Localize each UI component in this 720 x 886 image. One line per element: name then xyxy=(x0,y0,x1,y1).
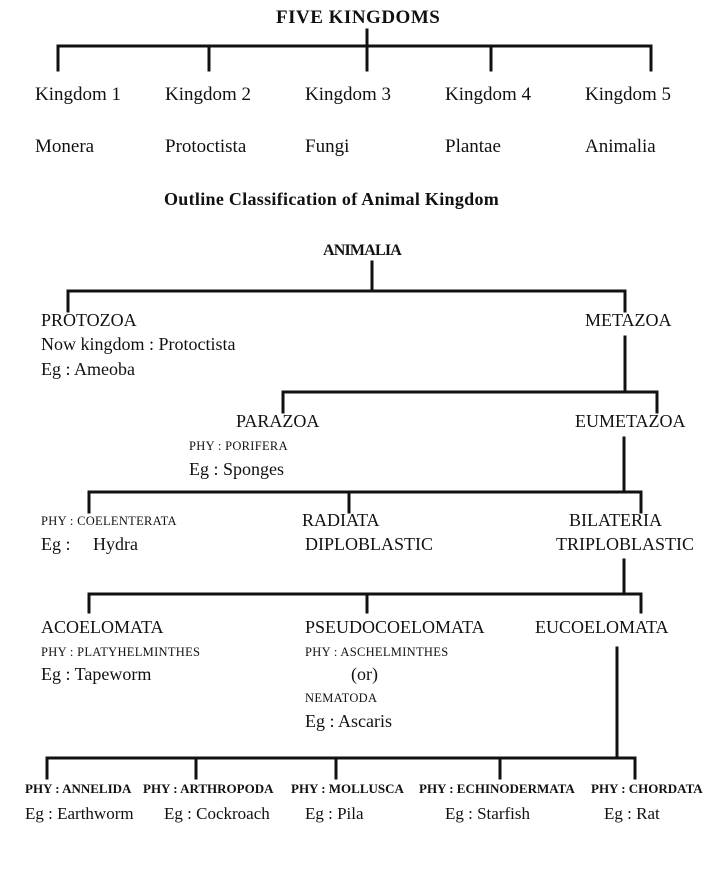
radiata-node: RADIATA xyxy=(302,510,380,530)
chordata-phylum: PHY : CHORDATA xyxy=(591,781,703,796)
pseudocoelomata-example: Eg : Ascaris xyxy=(305,711,392,731)
kingdom-4-name: Plantae xyxy=(445,136,501,157)
arthropoda-example: Eg : Cockroach xyxy=(164,804,270,823)
mollusca-phylum: PHY : MOLLUSCA xyxy=(291,781,404,796)
kingdom-5-name: Animalia xyxy=(585,136,656,157)
coelenterata-example: Eg : Hydra xyxy=(41,534,138,554)
chordata-example: Eg : Rat xyxy=(604,804,660,823)
kingdom-2-label: Kingdom 2 xyxy=(165,84,252,105)
kingdom-5-label: Kingdom 5 xyxy=(585,84,672,105)
animalia-node: ANIMALIA xyxy=(323,242,402,259)
kingdom-3-name: Fungi xyxy=(305,136,350,157)
protozoa-example: Eg : Ameoba xyxy=(41,359,135,379)
bilateria-node: BILATERIA xyxy=(569,510,662,530)
kingdom-1-label: Kingdom 1 xyxy=(35,84,122,105)
pseudocoelomata-alt: NEMATODA xyxy=(305,691,378,705)
outline-title: Outline Classification of Animal Kingdom xyxy=(164,189,500,209)
pseudocoelomata-or: (or) xyxy=(351,664,378,684)
pseudocoelomata-node: PSEUDOCOELOMATA xyxy=(305,617,485,637)
echinodermata-example: Eg : Starfish xyxy=(445,804,530,823)
kingdom-3-label: Kingdom 3 xyxy=(305,84,392,105)
parazoa-node: PARAZOA xyxy=(236,411,320,431)
kingdom-2-name: Protoctista xyxy=(165,136,247,157)
annelida-phylum: PHY : ANNELIDA xyxy=(25,781,132,796)
arthropoda-phylum: PHY : ARTHROPODA xyxy=(143,781,274,796)
acoelomata-phylum: PHY : PLATYHELMINTHES xyxy=(41,645,201,659)
acoelomata-node: ACOELOMATA xyxy=(41,617,164,637)
mollusca-example: Eg : Pila xyxy=(305,804,364,823)
five-kingdoms-title: FIVE KINGDOMS xyxy=(276,7,441,28)
annelida-example: Eg : Earthworm xyxy=(25,804,134,823)
acoelomata-example: Eg : Tapeworm xyxy=(41,664,152,684)
eucoelomata-node: EUCOELOMATA xyxy=(535,617,669,637)
coelenterata-phylum: PHY : COELENTERATA xyxy=(41,514,177,528)
parazoa-example: Eg : Sponges xyxy=(189,459,285,479)
kingdom-4-label: Kingdom 4 xyxy=(445,84,532,105)
eumetazoa-node: EUMETAZOA xyxy=(575,411,686,431)
metazoa-node: METAZOA xyxy=(585,310,672,330)
kingdom-1-name: Monera xyxy=(35,136,95,157)
radiata-sub: DIPLOBLASTIC xyxy=(305,534,434,554)
protozoa-note: Now kingdom : Protoctista xyxy=(41,334,236,354)
echinodermata-phylum: PHY : ECHINODERMATA xyxy=(419,781,575,796)
parazoa-phylum: PHY : PORIFERA xyxy=(189,439,288,453)
pseudocoelomata-phylum: PHY : ASCHELMINTHES xyxy=(305,645,449,659)
bilateria-sub: TRIPLOBLASTIC xyxy=(556,534,695,554)
protozoa-node: PROTOZOA xyxy=(41,310,137,330)
